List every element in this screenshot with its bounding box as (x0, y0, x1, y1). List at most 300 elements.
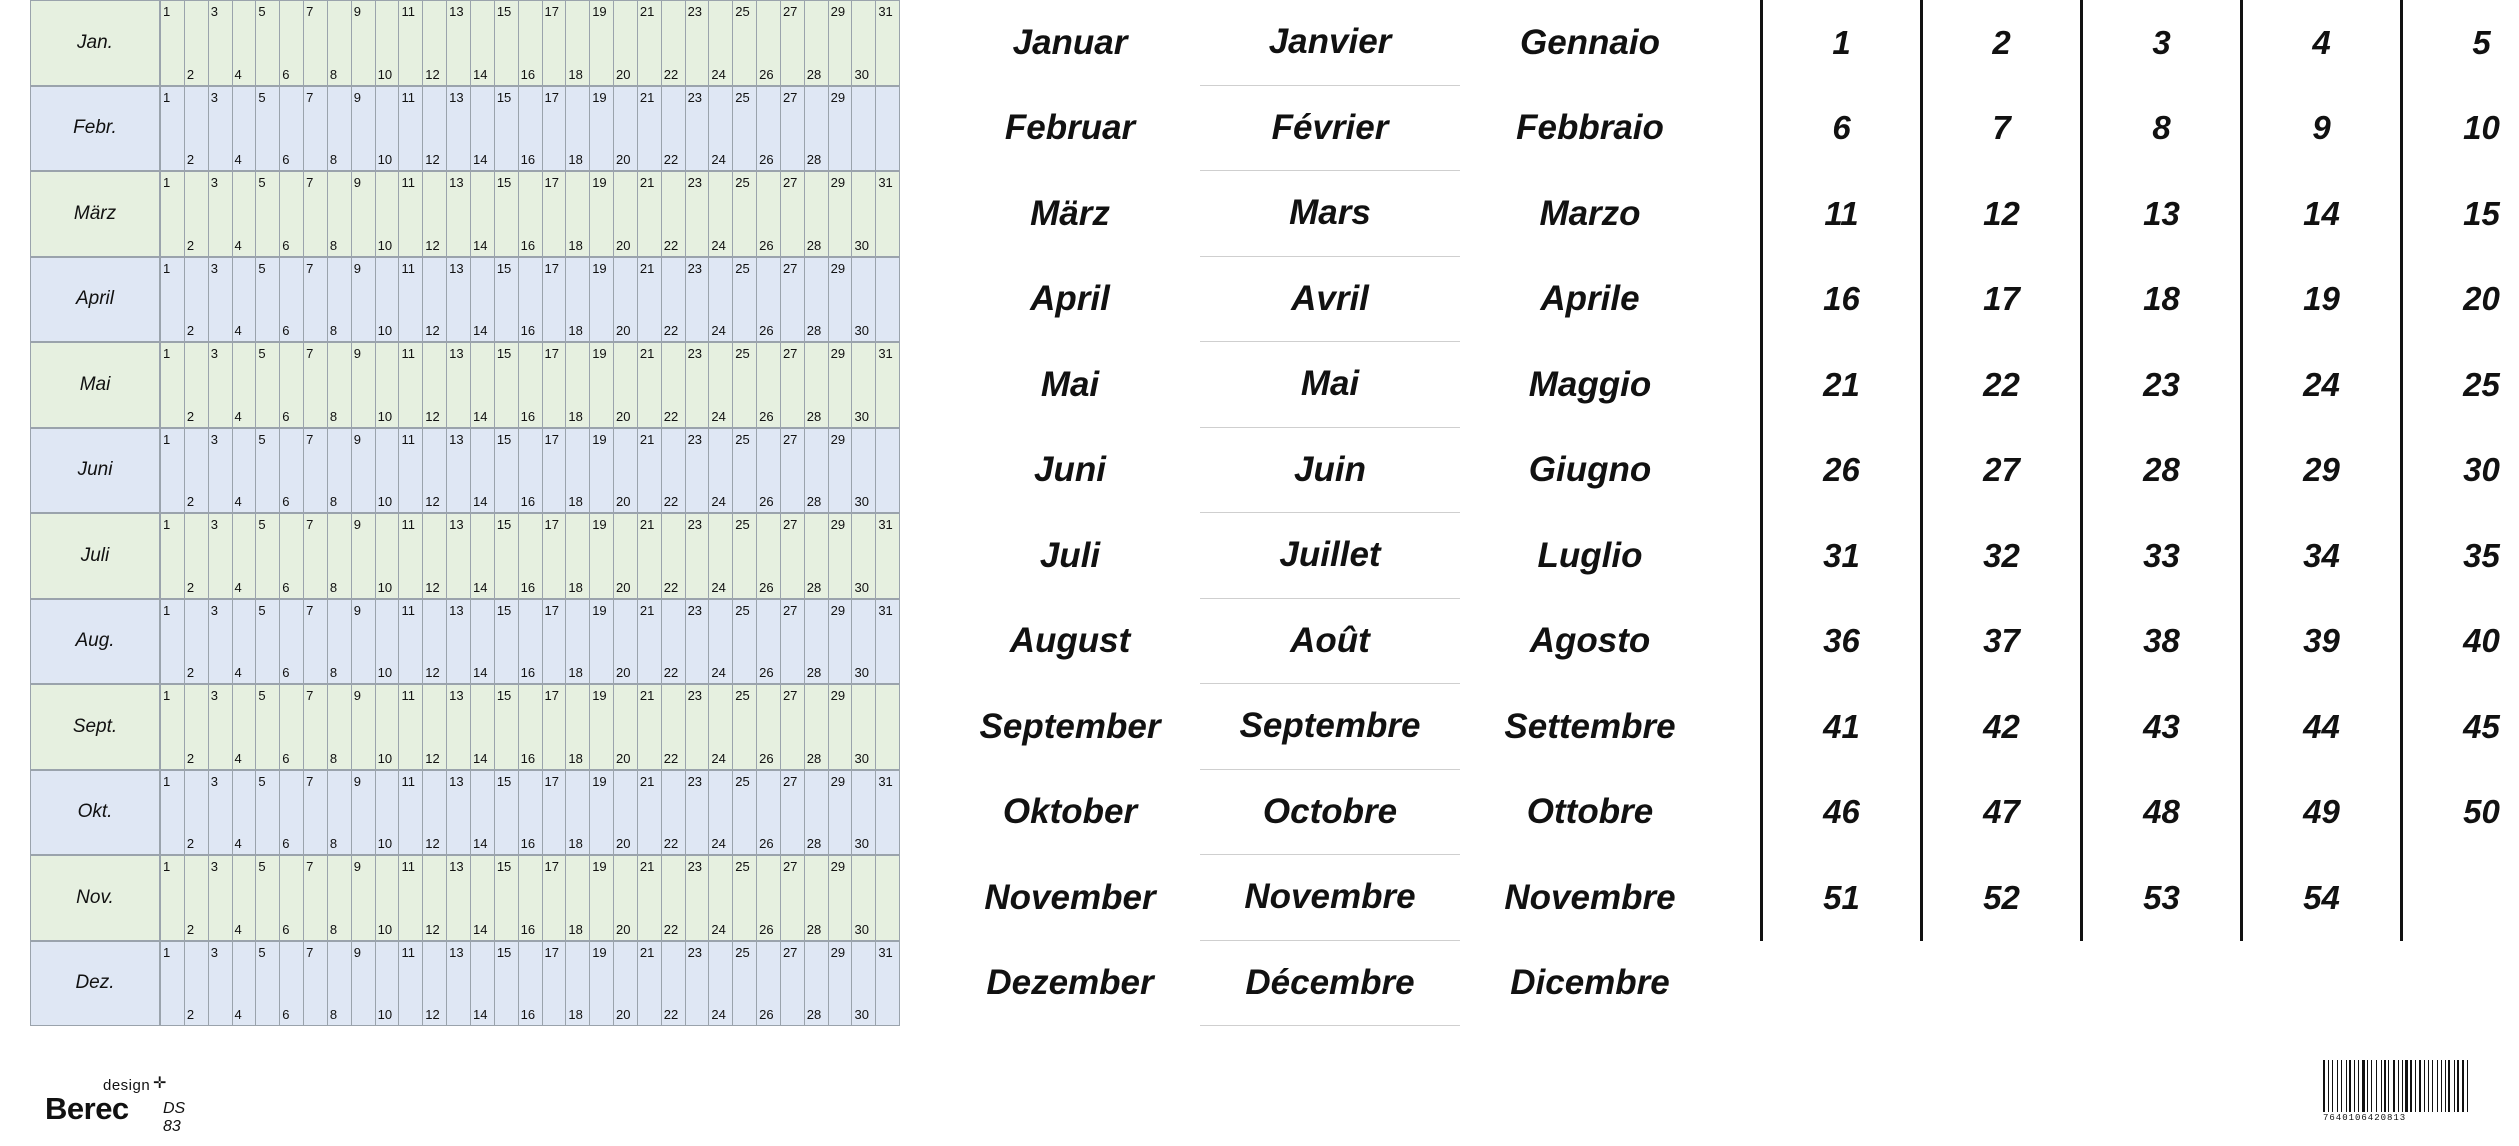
calendar-day-cell: 14 (470, 1, 494, 85)
barcode-bar (2373, 1060, 2374, 1112)
calendar-day-cell: 1 (160, 942, 184, 1026)
calendar-day-cell: 13 (446, 856, 470, 940)
barcode (2323, 1060, 2471, 1126)
calendar-day-cell: 6 (279, 514, 303, 598)
barcode-bar (2378, 1060, 2380, 1112)
calendar-day-cell: 22 (661, 429, 685, 513)
month-name-it: Marzo (1539, 193, 1641, 233)
calendar-day-cell: 12 (422, 343, 446, 427)
calendar-day-cell: 14 (470, 343, 494, 427)
calendar-day-cell: 28 (804, 1, 828, 85)
calendar-day-cell: 3 (208, 258, 232, 342)
calendar-day-cell: 29 (828, 771, 852, 855)
berec-logo (45, 1075, 186, 1135)
calendar-day-cell: 21 (637, 942, 661, 1026)
week-number-cell: 2 (1920, 0, 2080, 86)
month-name-de: September (979, 706, 1161, 746)
barcode-bar (2410, 1060, 2411, 1112)
calendar-day-cell: 11 (398, 429, 422, 513)
calendar-day-cell: 7 (303, 514, 327, 598)
calendar-day-cell: 25 (732, 1, 756, 85)
month-name-it: Ottobre (1526, 792, 1654, 832)
calendar-day-cell: 28 (804, 258, 828, 342)
calendar-day-cell: 31 (875, 771, 899, 855)
table-row (940, 684, 2500, 770)
calendar-day-cell: 16 (518, 514, 542, 598)
month-name-de: Mai (1040, 364, 1100, 404)
calendar-day-cell: 26 (756, 1, 780, 85)
calendar-day-cell: 24 (708, 771, 732, 855)
barcode-bar (2337, 1060, 2338, 1112)
calendar-month-label: Mai (30, 342, 160, 428)
calendar-day-cell: 24 (708, 600, 732, 684)
calendar-day-cell: 2 (184, 856, 208, 940)
table-row (940, 257, 2500, 343)
week-number-cell: 9 (2240, 86, 2400, 172)
calendar-month-row (30, 0, 900, 86)
calendar-day-cell: 29 (828, 942, 852, 1026)
barcode-bar (2413, 1060, 2414, 1112)
calendar-day-cell: 14 (470, 514, 494, 598)
cross-icon: ✛ (153, 1075, 167, 1092)
barcode-bar (2415, 1060, 2416, 1112)
barcode-bar (2334, 1060, 2336, 1112)
calendar-day-cell: 12 (422, 514, 446, 598)
barcode-bar (2362, 1060, 2364, 1112)
calendar-day-cell: 19 (589, 600, 613, 684)
calendar-day-cell: 8 (327, 1, 351, 85)
week-number-cell: 7 (1920, 86, 2080, 172)
table-row (940, 428, 2500, 514)
calendar-month-row (30, 428, 900, 514)
calendar-day-cell: 23 (685, 1, 709, 85)
calendar-day-cell: 3 (208, 685, 232, 769)
calendar-day-cell: 30 (851, 685, 875, 769)
calendar-day-cell: 5 (255, 685, 279, 769)
barcode-bar (2434, 1060, 2436, 1112)
calendar-day-cell: 7 (303, 942, 327, 1026)
calendar-day-cell: 11 (398, 514, 422, 598)
month-name-fr: Mai (1200, 342, 1460, 428)
calendar-day-cell: 28 (804, 172, 828, 256)
table-row (940, 86, 2500, 172)
calendar-day-cell: 14 (470, 87, 494, 171)
calendar-day-cell: 27 (780, 600, 804, 684)
calendar-day-cell: 23 (685, 514, 709, 598)
calendar-day-cell: 10 (375, 856, 399, 940)
calendar-month-row (30, 342, 900, 428)
calendar-day-cell: 6 (279, 942, 303, 1026)
barcode-bar (2366, 1060, 2367, 1112)
calendar-day-cell: 23 (685, 258, 709, 342)
calendar-day-cell: 13 (446, 942, 470, 1026)
calendar-day-cell: 10 (375, 343, 399, 427)
calendar-day-cell: 6 (279, 172, 303, 256)
week-number-cell: 46 (1760, 770, 1920, 856)
calendar-month-row (30, 855, 900, 941)
calendar-day-cell: 8 (327, 429, 351, 513)
calendar-day-cell: 7 (303, 429, 327, 513)
calendar-day-cell: 17 (542, 600, 566, 684)
calendar-day-cell: 16 (518, 258, 542, 342)
calendar-day-cell: 7 (303, 172, 327, 256)
calendar-month-label: Jan. (30, 0, 160, 86)
month-name-fr: Octobre (1200, 770, 1460, 856)
calendar-month-label: Febr. (30, 86, 160, 172)
month-name-de: Juli (1039, 535, 1101, 575)
barcode-bar (2417, 1060, 2418, 1112)
calendar-day-cell: 12 (422, 771, 446, 855)
calendar-day-cell: 13 (446, 343, 470, 427)
calendar-day-cell: 30 (851, 258, 875, 342)
calendar-day-cell: 19 (589, 942, 613, 1026)
calendar-day-cell: 6 (279, 771, 303, 855)
calendar-month-label: Okt. (30, 770, 160, 856)
calendar-day-cell: 24 (708, 514, 732, 598)
calendar-day-cell: 16 (518, 429, 542, 513)
calendar-day-cell: 26 (756, 258, 780, 342)
calendar-day-cell: 5 (255, 343, 279, 427)
calendar-day-cell: 25 (732, 600, 756, 684)
week-number-cell: 14 (2240, 171, 2400, 257)
calendar-day-cell: 28 (804, 942, 828, 1026)
barcode-bar (2328, 1060, 2329, 1112)
calendar-day-cell: 18 (565, 600, 589, 684)
month-name-it: Dicembre (1510, 963, 1670, 1003)
calendar-day-cell: 27 (780, 258, 804, 342)
calendar-month-label: Juni (30, 428, 160, 514)
calendar-day-cell: 23 (685, 343, 709, 427)
calendar-day-cell: 6 (279, 258, 303, 342)
calendar-day-cell: 17 (542, 343, 566, 427)
calendar-day-cell: 1 (160, 514, 184, 598)
calendar-day-cell: 9 (351, 87, 375, 171)
calendar-day-cell (875, 87, 899, 171)
week-number-cell: 38 (2080, 599, 2240, 685)
calendar-day-cell: 21 (637, 87, 661, 171)
calendar-day-cell: 1 (160, 856, 184, 940)
calendar-day-cell: 23 (685, 600, 709, 684)
calendar-month-row (30, 257, 900, 343)
month-name-fr: Mars (1200, 171, 1460, 257)
calendar-day-cell: 28 (804, 343, 828, 427)
calendar-day-cell: 3 (208, 771, 232, 855)
calendar-day-cell: 26 (756, 771, 780, 855)
calendar-day-cell: 27 (780, 429, 804, 513)
calendar-day-cell: 25 (732, 514, 756, 598)
calendar-day-cell (875, 856, 899, 940)
week-number-cell: 52 (1920, 855, 2080, 941)
month-name-de: August (1009, 621, 1131, 661)
calendar-day-cell: 7 (303, 1, 327, 85)
calendar-day-cell: 31 (875, 1, 899, 85)
calendar-day-cell: 18 (565, 343, 589, 427)
calendar-day-cell: 18 (565, 771, 589, 855)
calendar-day-cell: 1 (160, 87, 184, 171)
calendar-day-cell: 21 (637, 600, 661, 684)
calendar-day-cell: 6 (279, 856, 303, 940)
calendar-day-cell: 19 (589, 343, 613, 427)
week-number-cell: 5 (2400, 0, 2519, 86)
calendar-day-cell: 1 (160, 429, 184, 513)
calendar-day-cell: 18 (565, 87, 589, 171)
calendar-day-cell: 22 (661, 87, 685, 171)
calendar-day-cell: 29 (828, 856, 852, 940)
calendar-day-cell: 4 (232, 343, 256, 427)
table-row (940, 0, 2500, 86)
calendar-day-cell: 25 (732, 856, 756, 940)
calendar-month-label: April (30, 257, 160, 343)
calendar-day-cell: 24 (708, 429, 732, 513)
calendar-day-cell: 1 (160, 600, 184, 684)
calendar-day-cell: 20 (613, 258, 637, 342)
calendar-day-cell: 30 (851, 429, 875, 513)
calendar-day-cell: 31 (875, 172, 899, 256)
barcode-bar (2341, 1060, 2342, 1112)
week-number-cell: 10 (2400, 86, 2519, 172)
month-name-it: Luglio (1537, 535, 1643, 575)
barcode-bar (2467, 1060, 2468, 1112)
calendar-day-cell: 25 (732, 942, 756, 1026)
calendar-day-cell: 6 (279, 600, 303, 684)
week-number-cell: 4 (2240, 0, 2400, 86)
calendar-day-strip (160, 428, 900, 514)
calendar-day-cell: 12 (422, 856, 446, 940)
week-number-cell: 50 (2400, 770, 2519, 856)
barcode-bar (2454, 1060, 2455, 1112)
week-number-cell: 19 (2240, 257, 2400, 343)
calendar-day-cell: 26 (756, 87, 780, 171)
barcode-bar (2369, 1060, 2370, 1112)
week-number-cell: 34 (2240, 513, 2400, 599)
calendar-day-cell: 2 (184, 1, 208, 85)
calendar-day-cell: 14 (470, 258, 494, 342)
barcode-bar (2460, 1060, 2461, 1112)
calendar-day-cell: 21 (637, 685, 661, 769)
calendar-day-cell: 31 (875, 600, 899, 684)
calendar-day-cell: 21 (637, 514, 661, 598)
calendar-day-cell: 26 (756, 343, 780, 427)
table-row (940, 171, 2500, 257)
calendar-day-cell: 10 (375, 429, 399, 513)
barcode-bar (2356, 1060, 2357, 1112)
calendar-day-cell: 17 (542, 87, 566, 171)
calendar-month-label: Aug. (30, 599, 160, 685)
week-number-cell: 17 (1920, 257, 2080, 343)
calendar-day-cell: 14 (470, 771, 494, 855)
calendar-day-cell: 11 (398, 258, 422, 342)
calendar-day-cell: 10 (375, 258, 399, 342)
calendar-day-cell: 31 (875, 514, 899, 598)
calendar-month-label: März (30, 171, 160, 257)
logo-design-text: design (103, 1077, 151, 1094)
calendar-day-cell: 10 (375, 600, 399, 684)
calendar-day-cell: 23 (685, 771, 709, 855)
calendar-day-strip (160, 86, 900, 172)
calendar-day-cell: 3 (208, 856, 232, 940)
calendar-day-cell: 13 (446, 1, 470, 85)
calendar-day-cell: 11 (398, 685, 422, 769)
month-week-table (940, 0, 2500, 1046)
week-number-cell: 26 (1760, 428, 1920, 514)
calendar-day-cell: 29 (828, 429, 852, 513)
calendar-day-cell: 27 (780, 685, 804, 769)
barcode-bar (2441, 1060, 2442, 1112)
calendar-day-cell: 22 (661, 1, 685, 85)
calendar-day-cell: 24 (708, 258, 732, 342)
calendar-day-cell: 22 (661, 172, 685, 256)
calendar-day-cell: 17 (542, 771, 566, 855)
calendar-day-cell: 19 (589, 172, 613, 256)
calendar-day-strip (160, 513, 900, 599)
calendar-day-cell: 22 (661, 343, 685, 427)
week-number-cell (1760, 941, 1920, 1027)
week-number-cell: 18 (2080, 257, 2240, 343)
barcode-bar (2409, 1060, 2410, 1112)
calendar-month-label: Sept. (30, 684, 160, 770)
calendar-day-cell: 24 (708, 942, 732, 1026)
calendar-day-cell: 28 (804, 685, 828, 769)
calendar-day-cell: 26 (756, 600, 780, 684)
calendar-day-cell: 28 (804, 87, 828, 171)
calendar-day-cell: 4 (232, 514, 256, 598)
calendar-day-cell (875, 429, 899, 513)
calendar-day-cell: 4 (232, 429, 256, 513)
calendar-day-cell: 25 (732, 172, 756, 256)
calendar-day-cell: 9 (351, 258, 375, 342)
barcode-bar (2428, 1060, 2429, 1112)
calendar-day-cell: 22 (661, 600, 685, 684)
calendar-day-cell: 2 (184, 87, 208, 171)
calendar-day-cell: 28 (804, 600, 828, 684)
calendar-day-cell: 7 (303, 600, 327, 684)
calendar-day-cell: 6 (279, 685, 303, 769)
barcode-bar (2367, 1060, 2368, 1112)
calendar-day-cell: 2 (184, 258, 208, 342)
calendar-day-cell: 29 (828, 600, 852, 684)
calendar-day-cell: 13 (446, 600, 470, 684)
calendar-day-cell (875, 685, 899, 769)
week-number-cell: 27 (1920, 428, 2080, 514)
barcode-bar (2446, 1060, 2447, 1112)
calendar-day-cell: 7 (303, 771, 327, 855)
calendar-day-cell: 1 (160, 343, 184, 427)
calendar-month-label: Nov. (30, 855, 160, 941)
barcode-bar (2402, 1060, 2403, 1112)
barcode-bar (2323, 1060, 2325, 1112)
calendar-day-cell: 20 (613, 429, 637, 513)
calendar-day-cell: 16 (518, 600, 542, 684)
calendar-day-cell: 4 (232, 856, 256, 940)
calendar-day-cell: 26 (756, 429, 780, 513)
calendar-day-cell: 16 (518, 942, 542, 1026)
barcode-bar (2332, 1060, 2333, 1112)
calendar-day-cell: 29 (828, 258, 852, 342)
calendar-day-cell: 26 (756, 514, 780, 598)
calendar-day-cell: 18 (565, 172, 589, 256)
calendar-day-strip (160, 0, 900, 86)
barcode-bar (2358, 1060, 2359, 1112)
calendar-day-cell: 14 (470, 942, 494, 1026)
calendar-day-cell: 31 (875, 942, 899, 1026)
calendar-month-row (30, 941, 900, 1027)
calendar-day-cell: 15 (494, 429, 518, 513)
week-number-cell: 45 (2400, 684, 2519, 770)
calendar-day-cell: 7 (303, 685, 327, 769)
month-name-fr: Février (1200, 86, 1460, 172)
calendar-day-cell: 15 (494, 856, 518, 940)
calendar-day-cell: 17 (542, 514, 566, 598)
calendar-day-cell: 9 (351, 429, 375, 513)
calendar-day-cell: 7 (303, 258, 327, 342)
barcode-bar (2393, 1060, 2394, 1112)
week-number-cell: 16 (1760, 257, 1920, 343)
calendar-day-cell: 3 (208, 87, 232, 171)
calendar-day-cell: 10 (375, 1, 399, 85)
calendar-day-cell: 25 (732, 429, 756, 513)
barcode-bar (2360, 1060, 2361, 1112)
month-name-it: Febbraio (1516, 108, 1664, 148)
calendar-day-cell: 16 (518, 685, 542, 769)
table-row (940, 770, 2500, 856)
barcode-bar (2468, 1060, 2469, 1112)
calendar-day-cell: 21 (637, 1, 661, 85)
calendar-day-cell: 27 (780, 514, 804, 598)
calendar-day-cell: 9 (351, 942, 375, 1026)
calendar-day-cell: 6 (279, 429, 303, 513)
calendar-day-cell: 19 (589, 429, 613, 513)
calendar-day-cell: 17 (542, 856, 566, 940)
calendar-day-strip (160, 599, 900, 685)
calendar-day-cell: 8 (327, 600, 351, 684)
calendar-day-cell: 20 (613, 685, 637, 769)
calendar-day-cell: 12 (422, 258, 446, 342)
barcode-bar (2330, 1060, 2331, 1112)
week-number-cell: 12 (1920, 171, 2080, 257)
calendar-day-cell: 15 (494, 1, 518, 85)
calendar-day-cell: 11 (398, 942, 422, 1026)
calendar-day-cell: 26 (756, 172, 780, 256)
month-name-it: Settembre (1504, 706, 1676, 746)
month-name-fr: Août (1200, 599, 1460, 685)
calendar-day-cell: 17 (542, 258, 566, 342)
week-number-cell (1920, 941, 2080, 1027)
calendar-day-cell: 24 (708, 172, 732, 256)
calendar-day-cell: 5 (255, 856, 279, 940)
week-number-cell: 22 (1920, 342, 2080, 428)
calendar-day-cell (875, 258, 899, 342)
calendar-day-strip (160, 855, 900, 941)
barcode-bar (2399, 1060, 2400, 1112)
week-number-cell: 1 (1760, 0, 1920, 86)
barcode-bar (2352, 1060, 2353, 1112)
calendar-month-label: Juli (30, 513, 160, 599)
calendar-day-cell: 30 (851, 172, 875, 256)
calendar-day-cell: 12 (422, 87, 446, 171)
calendar-day-cell: 3 (208, 429, 232, 513)
week-number-cell: 51 (1760, 855, 1920, 941)
calendar-day-cell: 11 (398, 1, 422, 85)
calendar-day-cell: 2 (184, 600, 208, 684)
week-number-cell: 49 (2240, 770, 2400, 856)
calendar-day-cell: 18 (565, 1, 589, 85)
calendar-day-cell: 20 (613, 600, 637, 684)
week-number-cell: 33 (2080, 513, 2240, 599)
calendar-day-cell: 2 (184, 942, 208, 1026)
week-number-cell (2240, 941, 2400, 1027)
calendar-day-cell: 23 (685, 942, 709, 1026)
calendar-day-cell: 2 (184, 429, 208, 513)
